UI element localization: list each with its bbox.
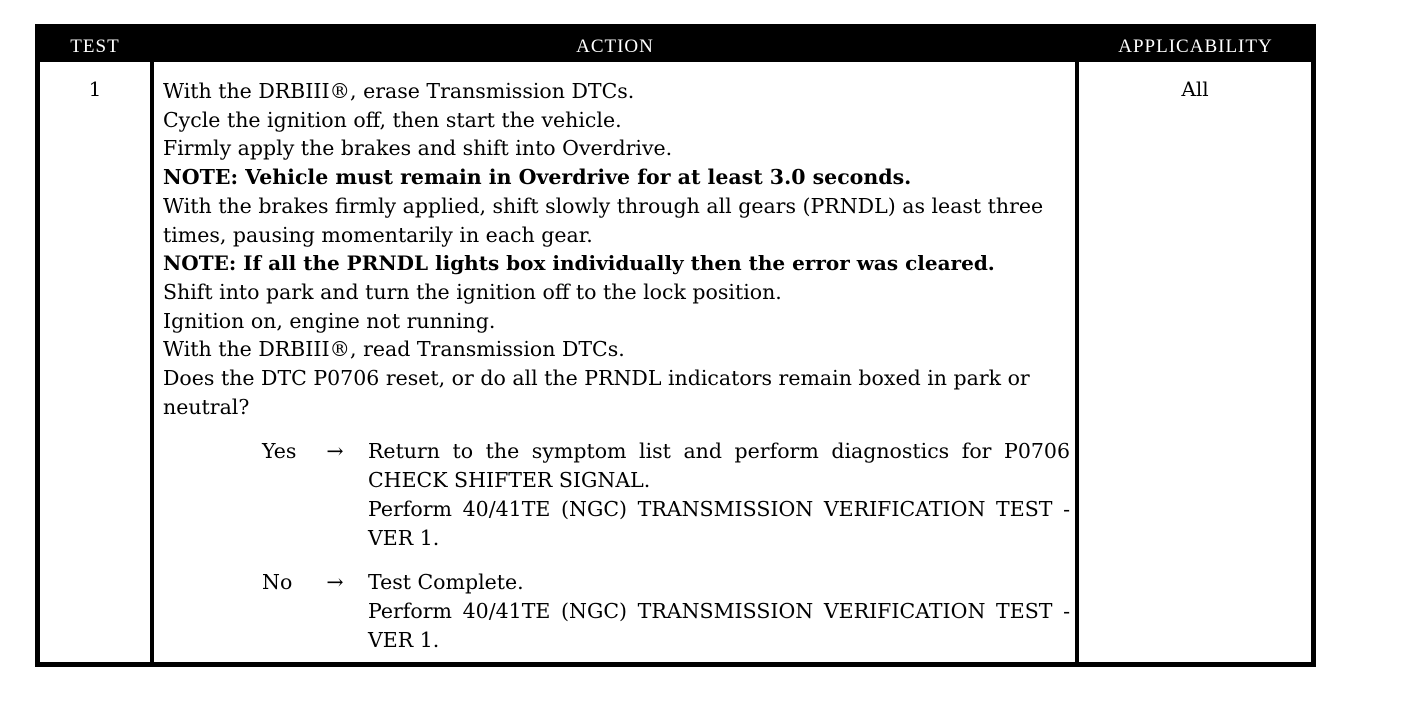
header-action: ACTION: [576, 36, 654, 57]
step-ignition-on: Ignition on, engine not running.: [163, 308, 496, 333]
step-apply-brakes: Firmly apply the brakes and shift into Overdrive.: [163, 136, 673, 161]
column-divider-test-action: [150, 62, 154, 662]
test-number: 1: [88, 77, 102, 101]
result-yes-text: [368, 437, 1070, 552]
test-question: Does the DTC P0706 reset, or do all the PRNDL indicators remain boxed in park or neutral?: [163, 366, 1030, 419]
result-no-label: No: [262, 570, 293, 595]
step-erase-dtcs: With the DRBIII®, erase Transmission DTCs.: [163, 79, 635, 103]
result-yes-line2: Perform 40/41TE (NGC) TRANSMISSION VERIFICATION TEST - VER 1.: [368, 496, 1070, 550]
header-test: TEST: [70, 36, 120, 57]
diagnostic-test-table: [35, 24, 1316, 667]
step-read-dtcs: With the DRBIII®, read Transmission DTCs.: [163, 337, 625, 362]
result-no-text: [368, 568, 1070, 654]
applicability-value: All: [1181, 77, 1209, 101]
result-no: [163, 568, 1070, 654]
step-cycle-ignition: Cycle the ignition off, then start the vehicle.: [163, 107, 622, 132]
result-yes-line1: Return to the symptom list and perform diagnostics for P0706 CHECK SHIFTER SIGNAL.: [368, 439, 1070, 493]
note-prndl-lights: NOTE: If all the PRNDL lights box individually then the error was cleared.: [163, 251, 995, 276]
step-shift-gears: With the brakes firmly applied, shift slowly through all gears (PRNDL) as least three times, pausing momentarily in each gear.: [163, 193, 1044, 247]
result-yes: [163, 437, 1070, 552]
arrow-right-icon: →: [326, 570, 344, 595]
header-applicability: APPLICABILITY: [1118, 36, 1273, 57]
note-overdrive: NOTE: Vehicle must remain in Overdrive for at least 3.0 seconds.: [163, 165, 912, 190]
table-header: [40, 29, 1311, 62]
result-no-line1: Test Complete.: [368, 570, 524, 595]
result-no-line2: Perform 40/41TE (NGC) TRANSMISSION VERIFICATION TEST - VER 1.: [368, 598, 1070, 652]
result-yes-label: Yes: [262, 439, 297, 464]
action-cell: [163, 77, 1070, 654]
step-shift-park: Shift into park and turn the ignition off to the lock position.: [163, 279, 782, 304]
column-divider-action-applicability: [1075, 62, 1079, 662]
arrow-right-icon: →: [326, 439, 344, 464]
